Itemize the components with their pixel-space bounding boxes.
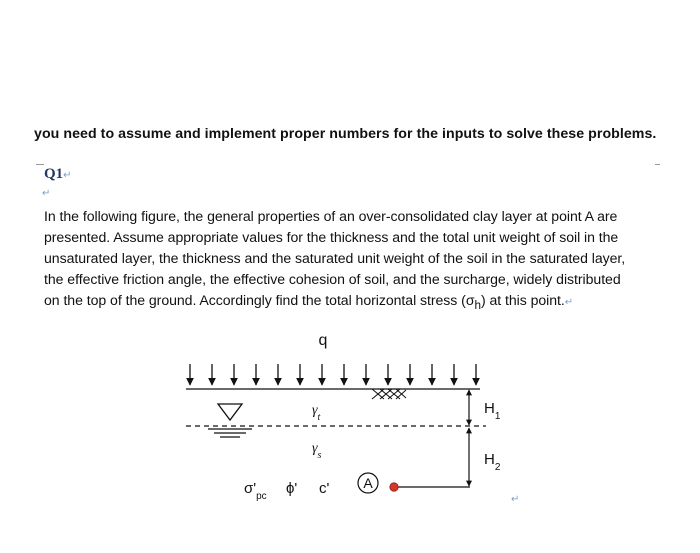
point-a-marker xyxy=(390,483,398,491)
paragraph-mark-icon: ↵ xyxy=(63,170,72,181)
unit-weight-unsaturated-label: $\gamma_t$ xyxy=(312,403,321,423)
preconsolidation-stress-label: $\sigma'_{pc}$ xyxy=(244,480,267,502)
paragraph-mark-icon: ↵ xyxy=(564,297,574,308)
surcharge-arrows xyxy=(190,364,476,385)
paragraph-line: unsaturated layer, the thickness and the saturated unit weight of the soil in the saturated layer, xyxy=(44,250,626,266)
cohesion-label: c' xyxy=(319,480,330,497)
instruction-text: you need to assume and implement proper numbers for the inputs to solve these problems. xyxy=(34,126,657,142)
paragraph-line: presented. Assume appropriate values for the thickness and the total unit weight of soil in the xyxy=(44,229,619,245)
paragraph-line: the effective friction angle, the effective cohesion of soil, and the surcharge, widely distributed xyxy=(44,271,621,287)
water-table-icon xyxy=(208,404,252,437)
surcharge-label: q xyxy=(318,332,328,349)
paragraph-mark-icon: ↵ xyxy=(511,494,520,505)
friction-angle-label: ϕ' xyxy=(286,480,298,497)
paragraph-line: In the following figure, the general properties of an over-consolidated clay layer at point A are xyxy=(44,208,618,224)
h2-label: $H_2$ xyxy=(484,451,501,473)
paragraph-line-text: on the top of the ground. Accordingly find the total horizontal stress $(\sigma_h)$ at this point. xyxy=(44,292,565,312)
h1-label: $H_1$ xyxy=(484,400,501,422)
unit-weight-saturated-label: $\gamma_s$ xyxy=(312,441,322,461)
question-label: Q1 xyxy=(44,166,64,182)
paragraph-mark-icon: ↵ xyxy=(42,188,51,199)
point-a-label: A xyxy=(363,475,373,491)
ground-hatch-icon xyxy=(372,389,406,399)
